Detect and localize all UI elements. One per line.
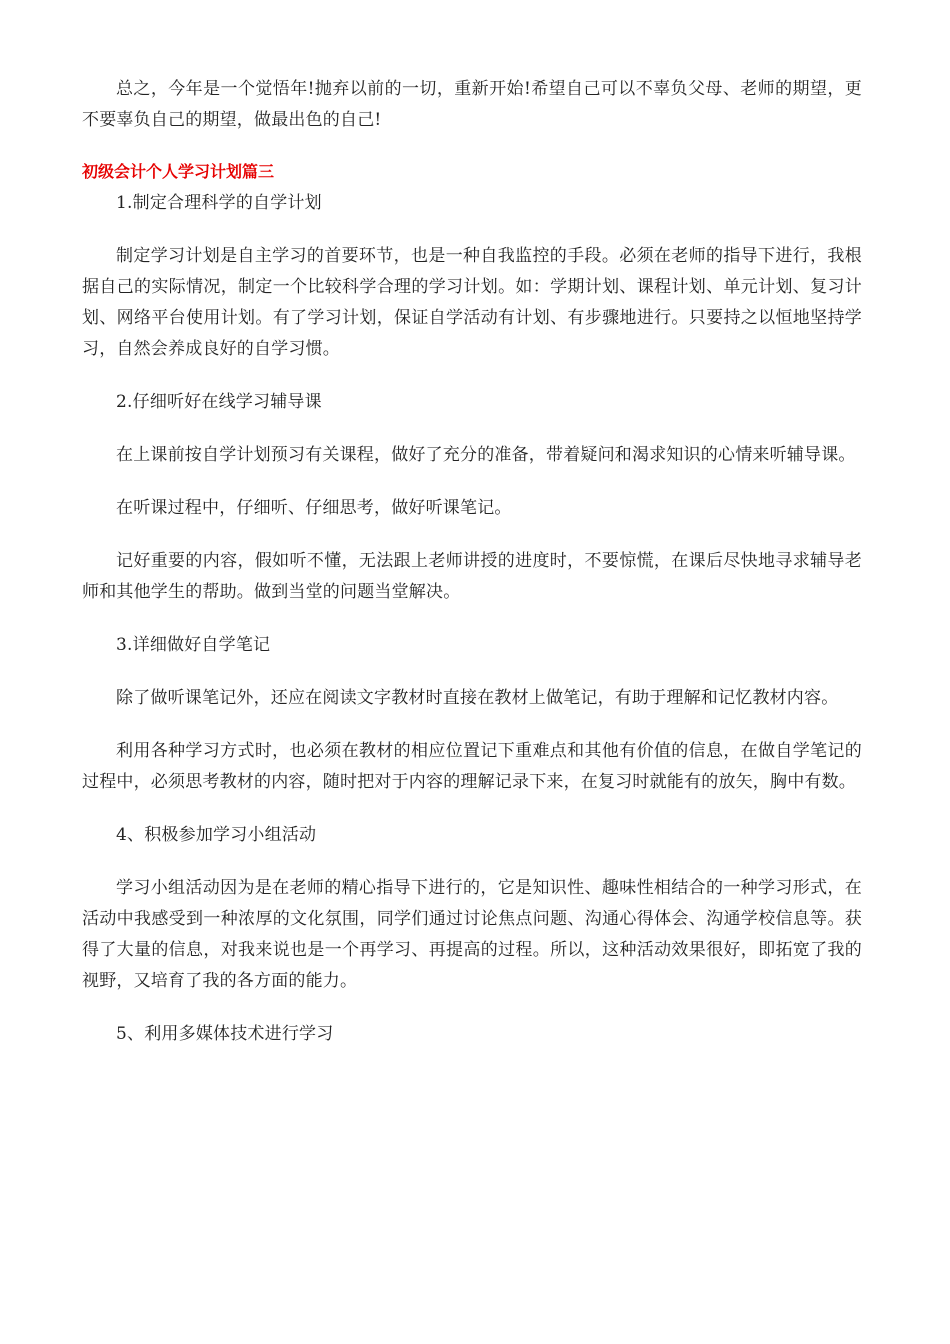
intro-paragraph: 总之，今年是一个觉悟年!抛弃以前的一切，重新开始!希望自己可以不辜负父母、老师的期望，更不要辜负自己的期望，做最出色的自己! xyxy=(82,79,862,130)
item-2-paragraph-3: 记好重要的内容，假如听不懂，无法跟上老师讲授的进度时，不要惊慌，在课后尽快地寻求辅导老师和其他学生的帮助。做到当堂的问题当堂解决。 xyxy=(82,551,862,602)
item-1-paragraph-1: 制定学习计划是自主学习的首要环节，也是一种自我监控的手段。必须在老师的指导下进行，我根据自己的实际情况，制定一个比较科学合理的学习计划。如：学期计划、课程计划、单元计划、复习计划、网络平台使用计划。有了学习计划，保证自学活动有计划、有步骤地进行。只要持之以恒地坚持学习，自然会养成良好的自学习惯。 xyxy=(82,246,862,359)
item-4-title: 4、积极参加学习小组活动 xyxy=(116,825,317,845)
section-heading: 初级会计个人学习计划篇三 xyxy=(82,162,275,181)
item-1-title: 1.制定合理科学的自学计划 xyxy=(116,193,322,213)
document-page xyxy=(82,74,862,1050)
item-5-title: 5、利用多媒体技术进行学习 xyxy=(116,1024,334,1044)
item-2-paragraph-2: 在听课过程中，仔细听、仔细思考，做好听课笔记。 xyxy=(116,498,512,518)
item-2-title: 2.仔细听好在线学习辅导课 xyxy=(116,392,322,412)
item-3-title: 3.详细做好自学笔记 xyxy=(116,635,271,655)
item-4-paragraph-1: 学习小组活动因为是在老师的精心指导下进行的，它是知识性、趣味性相结合的一种学习形式，在活动中我感受到一种浓厚的文化氛围，同学们通过讨论焦点问题、沟通心得体会、沟通学校信息等。获得了大量的信息，对我来说也是一个再学习、再提高的过程。所以，这种活动效果很好，即拓宽了我的视野，又培育了我的各方面的能力。 xyxy=(82,878,862,991)
item-3-paragraph-1: 除了做听课笔记外，还应在阅读文字教材时直接在教材上做笔记，有助于理解和记忆教材内容。 xyxy=(116,688,839,708)
item-3-paragraph-2: 利用各种学习方式时，也必须在教材的相应位置记下重难点和其他有价值的信息，在做自学笔记的过程中，必须思考教材的内容，随时把对于内容的理解记录下来，在复习时就能有的放矢，胸中有数。 xyxy=(82,741,862,792)
item-2-paragraph-1: 在上课前按自学计划预习有关课程，做好了充分的准备，带着疑问和渴求知识的心情来听辅导课。 xyxy=(116,445,856,465)
